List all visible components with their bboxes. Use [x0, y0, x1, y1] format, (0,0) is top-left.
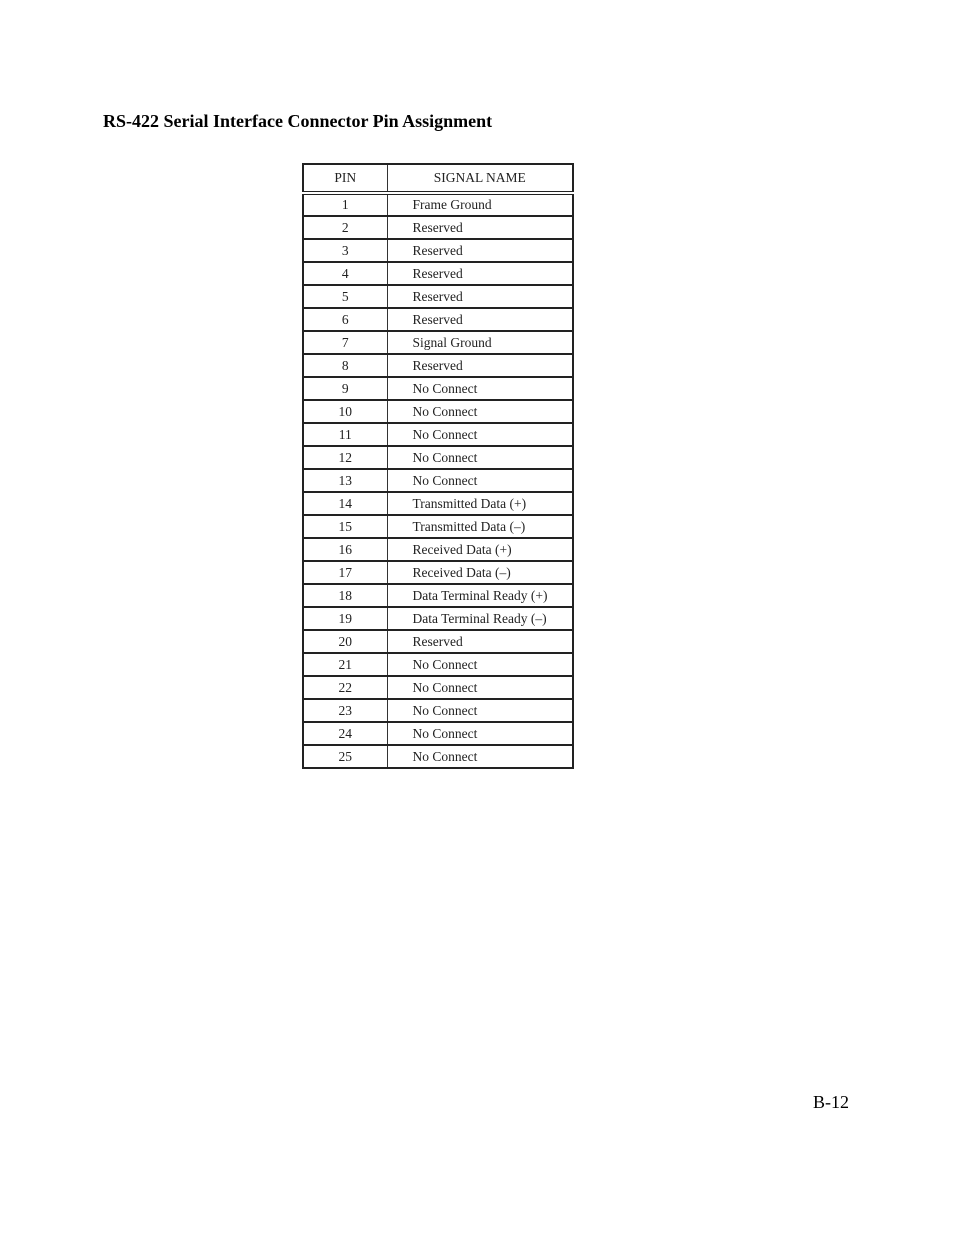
pin-number: 12	[303, 446, 387, 469]
pin-assignment-table	[302, 163, 574, 769]
table-row	[303, 262, 573, 285]
pin-number: 23	[303, 699, 387, 722]
pin-number: 3	[303, 239, 387, 262]
signal-name: No Connect	[387, 400, 573, 423]
pin-number: 22	[303, 676, 387, 699]
pin-number: 16	[303, 538, 387, 561]
signal-name: Reserved	[387, 285, 573, 308]
signal-name: No Connect	[387, 377, 573, 400]
table-row	[303, 492, 573, 515]
table-row	[303, 308, 573, 331]
pin-number: 5	[303, 285, 387, 308]
header-pin: PIN	[303, 164, 387, 193]
page-title: RS-422 Serial Interface Connector Pin Assignment	[103, 111, 493, 131]
signal-name: Received Data (+)	[387, 538, 573, 561]
pin-number: 8	[303, 354, 387, 377]
pin-number: 20	[303, 630, 387, 653]
table-row	[303, 722, 573, 745]
table-row	[303, 653, 573, 676]
table-row	[303, 630, 573, 653]
table-row	[303, 699, 573, 722]
signal-name: Transmitted Data (+)	[387, 492, 573, 515]
table-row	[303, 515, 573, 538]
signal-name: Reserved	[387, 262, 573, 285]
pin-number: 19	[303, 607, 387, 630]
table-row	[303, 745, 573, 768]
signal-name: Reserved	[387, 630, 573, 653]
table-header-row	[303, 164, 573, 193]
pin-number: 25	[303, 745, 387, 768]
table-row	[303, 676, 573, 699]
header-signal-name: SIGNAL NAME	[387, 164, 573, 193]
table-row	[303, 239, 573, 262]
pin-number: 2	[303, 216, 387, 239]
signal-name: No Connect	[387, 699, 573, 722]
pin-number: 15	[303, 515, 387, 538]
table-row	[303, 446, 573, 469]
pin-number: 4	[303, 262, 387, 285]
page-number: B-12	[813, 1092, 849, 1112]
table-row	[303, 285, 573, 308]
signal-name: No Connect	[387, 745, 573, 768]
signal-name: Reserved	[387, 308, 573, 331]
table-row	[303, 584, 573, 607]
signal-name: No Connect	[387, 446, 573, 469]
pin-number: 6	[303, 308, 387, 331]
table-row	[303, 193, 573, 216]
table-row	[303, 216, 573, 239]
signal-name: Data Terminal Ready (–)	[387, 607, 573, 630]
table-row	[303, 561, 573, 584]
pin-number: 14	[303, 492, 387, 515]
table-row	[303, 607, 573, 630]
signal-name: Reserved	[387, 216, 573, 239]
signal-name: No Connect	[387, 423, 573, 446]
signal-name: Frame Ground	[387, 193, 573, 216]
signal-name: No Connect	[387, 676, 573, 699]
table-row	[303, 400, 573, 423]
pin-number: 13	[303, 469, 387, 492]
table-body	[303, 193, 573, 768]
pin-number: 18	[303, 584, 387, 607]
pin-number: 10	[303, 400, 387, 423]
signal-name: No Connect	[387, 722, 573, 745]
signal-name: Received Data (–)	[387, 561, 573, 584]
pin-number: 24	[303, 722, 387, 745]
pin-number: 9	[303, 377, 387, 400]
pin-number: 17	[303, 561, 387, 584]
signal-name: Transmitted Data (–)	[387, 515, 573, 538]
signal-name: Data Terminal Ready (+)	[387, 584, 573, 607]
table-row	[303, 538, 573, 561]
pin-number: 11	[303, 423, 387, 446]
pin-number: 21	[303, 653, 387, 676]
signal-name: No Connect	[387, 653, 573, 676]
signal-name: Signal Ground	[387, 331, 573, 354]
signal-name: Reserved	[387, 354, 573, 377]
table-row	[303, 354, 573, 377]
table-row	[303, 331, 573, 354]
pin-number: 1	[303, 193, 387, 216]
table-row	[303, 469, 573, 492]
signal-name: No Connect	[387, 469, 573, 492]
signal-name: Reserved	[387, 239, 573, 262]
table-row	[303, 377, 573, 400]
pin-number: 7	[303, 331, 387, 354]
table-row	[303, 423, 573, 446]
